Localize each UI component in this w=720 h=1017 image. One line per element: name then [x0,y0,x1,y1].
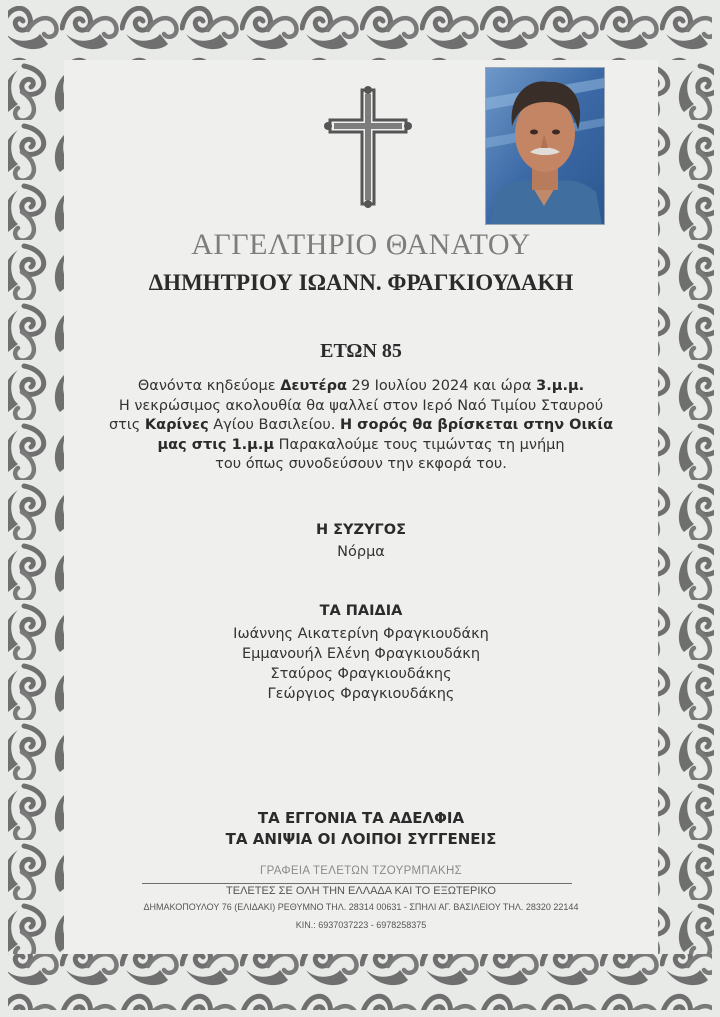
announcement-text-span: Θανόντα κηδεύομε [137,378,281,394]
funeral-home-address: ΔΗΜΑΚΟΠΟΥΛΟΥ 76 (ΕΛΙΔΑΚΙ) ΡΕΘΥΜΝΟ ΤΗΛ. 28314 00631 - ΣΠΗΛΙ ΑΓ. ΒΑΣΙΛΕΙΟΥ ΤΗΛ. 28320 22144 [143,902,579,912]
funeral-home-services: ΤΕΛΕΤΕΣ ΣΕ ΟΛΗ ΤΗΝ ΕΛΛΑΔΑ ΚΑΙ ΤΟ ΕΞΩΤΕΡΙΚΟ [226,885,496,897]
relatives-line-2: ΤΑ ΑΝΙΨΙΑ ΟΙ ΛΟΙΠΟΙ ΣΥΓΓΕΝΕΙΣ [225,830,497,848]
village-name: Καρίνες [144,417,209,433]
deceased-name: ΔΗΜΗΤΡΙΟΥ ΙΩΑΝΝ. ΦΡΑΓΚΙΟΥΔΑΚΗ [148,270,574,295]
funeral-home-mobile: ΚΙΝ.: 6937037223 - 6978258375 [295,920,427,930]
cross-icon [322,86,414,208]
child-name: Σταύρος Φραγκιουδάκης [270,666,452,682]
announcement-text [66,377,656,475]
funeral-day: Δευτέρα [280,378,347,394]
announcement-text-span: Αγίου Βασιλείου. [208,417,340,433]
announcement-text-span: στις [108,417,145,433]
spouse-heading: Η ΣΥΖΥΓΟΣ [315,522,407,538]
announcement-line-1 [66,377,656,397]
age-line: ΕΤΩΝ 85 [320,340,402,362]
announcement-text-span: Παρακαλούμε τους τιμώντας τη μνήμη [274,436,565,453]
announcement-line-4 [66,436,656,456]
children-list [66,624,656,704]
funeral-home-name: ΓΡΑΦΕΙΑ ΤΕΛΕΤΩΝ ΤΖΟΥΡΜΠΑΚΗΣ [259,865,462,877]
child-name: Ιωάννης Αικατερίνη Φραγκιουδάκη [233,626,489,642]
portrait-photo [485,67,605,225]
relatives [66,808,656,850]
footer-divider [142,883,572,884]
body-location: Η σορός θα βρίσκεται στην Οικία [339,417,614,433]
child-name: Γεώργιος Φραγκιουδάκης [267,686,455,702]
spouse-name: Νόρμα [337,544,385,560]
children-heading: ΤΑ ΠΑΙΔΙΑ [319,603,403,619]
announcement-line-2: Η νεκρώσιμος ακολουθία θα ψαλλεί στον Ιερό Ναό Τιμίου Σταυρού [118,397,604,414]
funeral-date: 29 Ιουλίου 2024 και ώρα [346,378,537,394]
announcement-line-3 [66,416,656,436]
child-name: Εμμανουήλ Ελένη Φραγκιουδάκη [241,646,481,662]
funeral-time: 3.μ.μ. [536,378,585,394]
body-time: μας στις 1.μ.μ [157,436,275,453]
notice-title: ΑΓΓΕΛΤΗΡΙΟ ΘΑΝΑΤΟΥ [191,228,531,261]
relatives-line-1: ΤΑ ΕΓΓΟΝΙΑ ΤΑ ΑΔΕΛΦΙΑ [257,809,465,827]
announcement-line-5: του όπως συνοδεύσουν την εκφορά του. [215,456,507,472]
